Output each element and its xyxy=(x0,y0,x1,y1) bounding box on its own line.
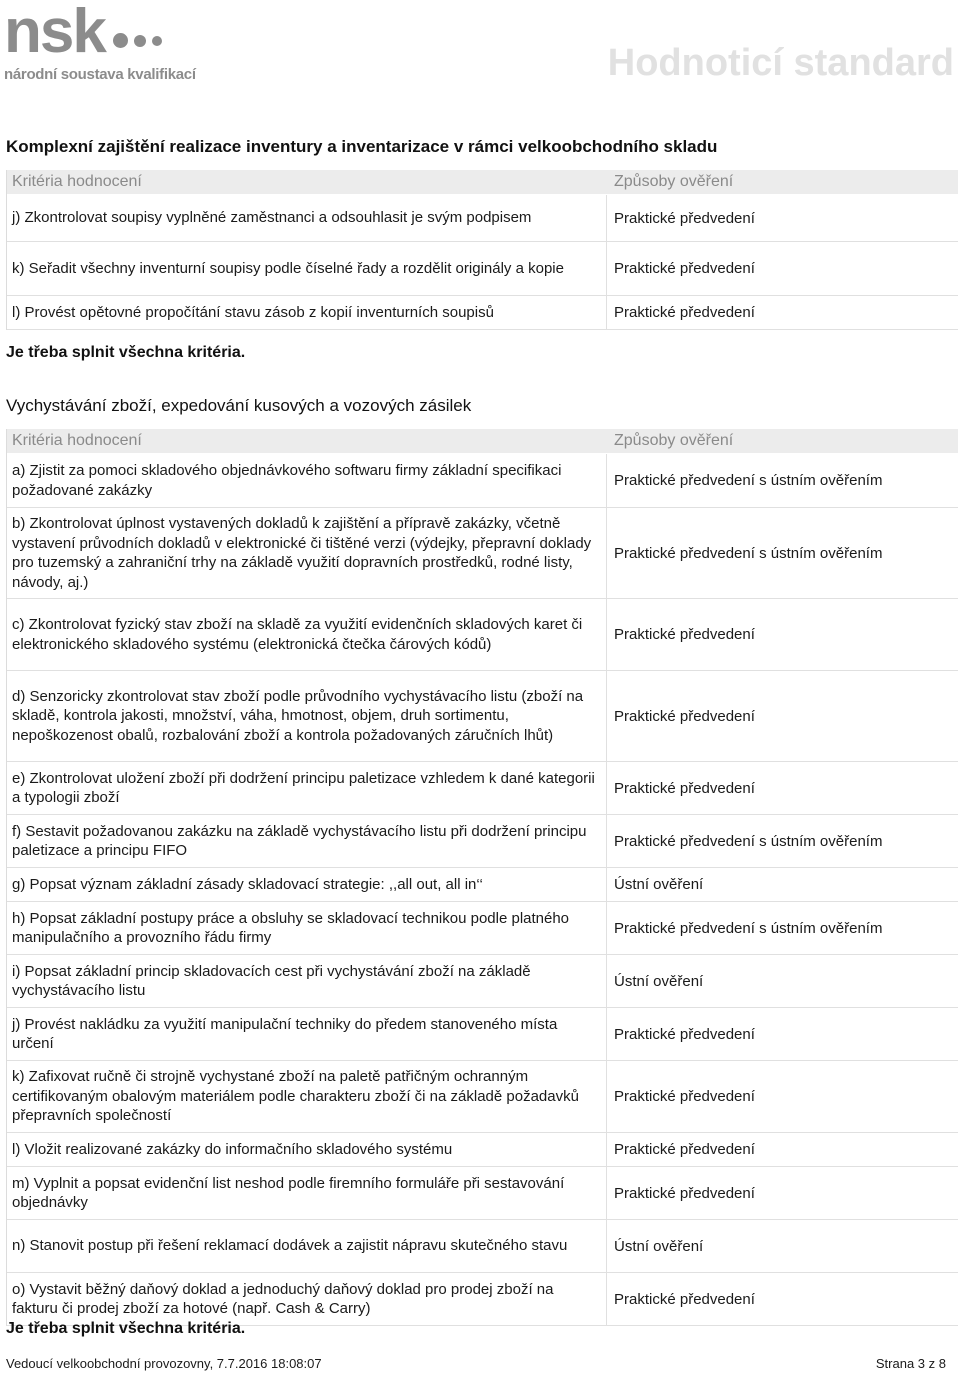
table-row xyxy=(7,599,958,671)
criterion-cell: j) Provést nakládku za využití manipulační techniky do předem stanoveného místa určení xyxy=(7,1008,607,1060)
table-row xyxy=(7,454,958,508)
column-header-methods: Způsoby ověření xyxy=(614,432,734,449)
method-cell: Praktické předvedení xyxy=(614,1290,755,1308)
table-row xyxy=(7,1133,958,1167)
table-row xyxy=(7,1167,958,1220)
method-cell: Praktické předvedení s ústním ověřením xyxy=(614,544,883,562)
section-title: Komplexní zajištění realizace inventury a inventarizace v rámci velkoobchodního skladu xyxy=(6,137,718,156)
method-cell: Praktické předvedení s ústním ověřením xyxy=(614,919,883,937)
table-row xyxy=(7,955,958,1008)
criterion-cell: m) Vyplnit a popsat evidenční list neshod podle firemního formuláře při sestavování objednávky xyxy=(7,1167,607,1219)
table-row xyxy=(7,1008,958,1061)
criterion-cell: o) Vystavit běžný daňový doklad a jednoduchý daňový doklad pro prodej zboží na fakturu či prodej zboží za hotové (např. Cash & Carry) xyxy=(7,1273,607,1325)
table-row xyxy=(7,902,958,955)
table-header xyxy=(7,170,958,195)
criterion-cell: g) Popsat význam základní zásady skladovací strategie: ,,all out, all in‘‘ xyxy=(7,868,607,901)
criterion-cell: k) Zafixovat ručně či strojně vychystané zboží na paletě patřičným ochranným certifikovaným obalovým materiálem podle charakteru zboží či na základě požadavků přepravních společností xyxy=(7,1061,607,1132)
criterion-cell: c) Zkontrolovat fyzický stav zboží na skladě za využití evidenčních skladových karet či elektronického skladového systému (elektronická čtečka čárových kódů) xyxy=(7,599,607,670)
method-cell: Praktické předvedení xyxy=(614,1184,755,1202)
table-header xyxy=(7,429,958,454)
logo-dots-icon xyxy=(113,33,168,48)
requirement-note: Je třeba splnit všechna kritéria. xyxy=(6,344,246,361)
method-cell: Praktické předvedení xyxy=(614,209,755,227)
table-row xyxy=(7,868,958,902)
method-cell: Praktické předvedení s ústním ověřením xyxy=(614,832,883,850)
document-title: Hodnoticí standard xyxy=(607,42,954,84)
method-cell: Praktické předvedení xyxy=(614,1141,755,1158)
criterion-cell: h) Popsat základní postupy práce a obsluhy se skladovací technikou podle platného manipulačního a provozního řádu firmy xyxy=(7,902,607,954)
criterion-cell: n) Stanovit postup při řešení reklamací dodávek a zajistit nápravu skutečného stavu xyxy=(7,1220,607,1272)
method-cell: Praktické předvedení xyxy=(614,1088,755,1105)
method-cell: Praktické předvedení xyxy=(614,626,755,643)
method-cell: Praktické předvedení xyxy=(614,1025,755,1043)
table-row xyxy=(7,671,958,762)
criterion-cell: i) Popsat základní princip skladovacích cest při vychystávání zboží na základě vychystávacího listu xyxy=(7,955,607,1007)
method-cell: Ústní ověření xyxy=(614,1237,704,1255)
criterion-cell: k) Seřadit všechny inventurní soupisy podle číselné řady a rozdělit originály a kopie xyxy=(7,242,607,295)
column-header-criteria: Kritéria hodnocení xyxy=(12,432,142,449)
column-header-criteria: Kritéria hodnocení xyxy=(12,173,142,190)
nsk-logo xyxy=(4,0,214,90)
table-row xyxy=(7,195,958,242)
method-cell: Praktické předvedení xyxy=(614,260,755,277)
method-cell: Praktické předvedení xyxy=(614,707,755,725)
footer-info: Vedoucí velkoobchodní provozovny, 7.7.2016 18:08:07 xyxy=(6,1356,322,1371)
criterion-cell: l) Provést opětovné propočítání stavu zásob z kopií inventurních soupisů xyxy=(7,296,607,329)
table-row xyxy=(7,1061,958,1133)
column-header-methods: Způsoby ověření xyxy=(614,173,734,190)
criterion-cell: l) Vložit realizované zakázky do informačního skladového systému xyxy=(7,1133,607,1166)
page-number: Strana 3 z 8 xyxy=(875,1356,946,1371)
criterion-cell: d) Senzoricky zkontrolovat stav zboží podle průvodního vychystávacího listu (zboží na skladě, kontrola jakosti, množství, váha, hmotnost, objem, druh sortimentu, nepoškozenost obalů, rozbalování zboží a kontrola požadovaných záručních lhůt) xyxy=(7,671,607,761)
table-row xyxy=(7,296,958,330)
method-cell: Praktické předvedení xyxy=(614,779,755,797)
table-row xyxy=(7,242,958,296)
criterion-cell: j) Zkontrolovat soupisy vyplněné zaměstnanci a odsouhlasit je svým podpisem xyxy=(7,195,607,241)
requirement-note: Je třeba splnit všechna kritéria. xyxy=(6,1320,246,1337)
criterion-cell: f) Sestavit požadovanou zakázku na základě vychystávacího listu při dodržení principu paletizace a principu FIFO xyxy=(7,815,607,867)
criteria-table xyxy=(6,429,958,1326)
method-cell: Ústní ověření xyxy=(614,972,704,990)
logo-subtitle: národní soustava kvalifikací xyxy=(4,66,196,83)
table-row xyxy=(7,508,958,599)
method-cell: Praktické předvedení s ústním ověřením xyxy=(614,472,883,489)
page-header xyxy=(0,0,960,100)
table-row xyxy=(7,815,958,868)
criterion-cell: b) Zkontrolovat úplnost vystavených dokladů k zajištění a přípravě zakázky, včetně vystavení průvodních dokladů v elektronické či tištěné verzi (výdejky, přepravní doklady pro tuzemský a zahraniční trhy na základě využití dopravních prostředků, rodné listy, návody, aj.) xyxy=(7,508,607,598)
section-title: Vychystávání zboží, expedování kusových a vozových zásilek xyxy=(6,396,472,415)
method-cell: Praktické předvedení xyxy=(614,304,755,321)
criteria-table xyxy=(6,170,958,330)
criterion-cell: a) Zjistit za pomoci skladového objednávkového softwaru firmy základní specifikaci požadované zakázky xyxy=(7,454,607,507)
criterion-cell: e) Zkontrolovat uložení zboží při dodržení principu paletizace vzhledem k dané kategorii a typologii zboží xyxy=(7,762,607,814)
table-row xyxy=(7,762,958,815)
table-row xyxy=(7,1220,958,1273)
logo-brand: nsk xyxy=(4,0,105,66)
logo-mark xyxy=(4,0,168,66)
table-row xyxy=(7,1273,958,1326)
method-cell: Ústní ověření xyxy=(614,876,704,893)
